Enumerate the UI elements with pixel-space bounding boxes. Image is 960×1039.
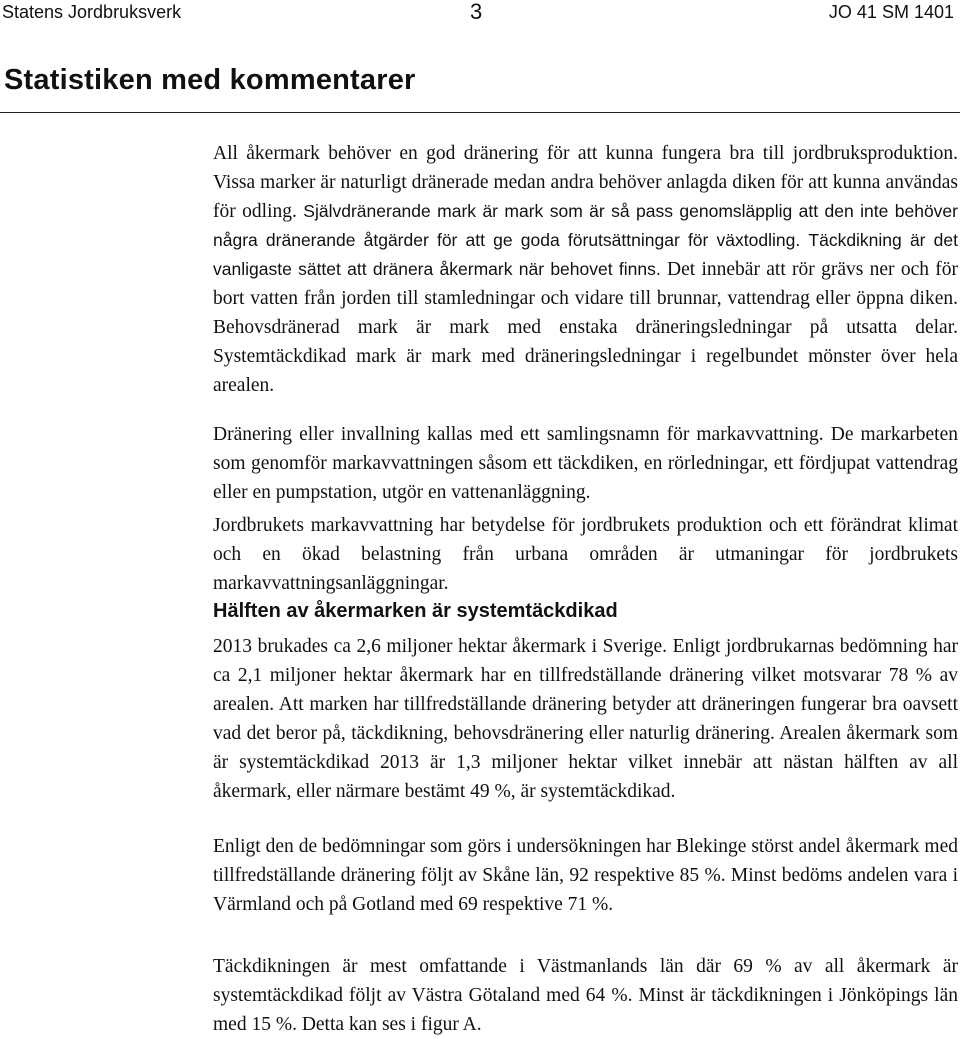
challenges-block: [213, 511, 958, 598]
section-heading: Hälften av åkermarken är systemtäckdikad: [213, 600, 618, 622]
paragraph: Jordbrukets markavvattning har betydelse för jordbrukets produktion och ett förändrat klimat och en ökad belastning från urbana områden är utmaningar för jordbrukets markavvattningsanläggningar.: [213, 515, 958, 594]
drainage-block: [213, 420, 958, 507]
title-divider: [0, 112, 960, 113]
paragraph-text: Det innebär att rör grävs ner och för bort vatten från jorden till stamledningar och vidare till brunnar, vattendrag eller öppna diken. Behovsdränerad mark är mark med enstaka dräneringsledningar på utsatta delar. Systemtäckdikad mark är mark med dräneringsledningar i regelbundet mönster över hela arealen.: [213, 259, 959, 396]
paragraph: Dränering eller invallning kallas med ett samlingsnamn för markavvattning. De markarbeten som genomför markavvattningen såsom ett täckdiken, en rörledningar, ett fördjupat vattendrag eller en pumpstation, utgör en vattenanläggning.: [213, 424, 958, 503]
paragraph: 2013 brukades ca 2,6 miljoner hektar åkermark i Sverige. Enligt jordbrukarnas bedömning har ca 2,1 miljoner hektar åkermark har en tillfredställande dränering vilket motsvarar 78 % av arealen. Att marken har tillfredställande dränering betyder att dräneringen fungerar bra oavsett vad det beror på, täckdikning, behovsdränering eller naturlig dränering. Arealen åkermark som är systemtäckdikad 2013 är 1,3 miljoner hektar vilket innebär att nästan hälften av all åkermark, eller närmare bestämt 49 %, är systemtäckdikad.: [213, 636, 958, 802]
paragraph: Täckdikningen är mest omfattande i Västmanlands län där 69 % av all åkermark är systemtäckdikad följt av Västra Götaland med 64 %. Minst är täckdikningen i Jönköpings län med 15 %. Detta kan ses i figur A.: [213, 956, 958, 1035]
section-paragraph-2: [213, 832, 958, 919]
section-paragraph-3: [213, 952, 958, 1039]
paragraph: Enligt den de bedömningar som görs i undersökningen har Blekinge störst andel åkermark med tillfredställande dränering följt av Skåne län, 92 respektive 85 %. Minst bedöms andelen vara i Värmland och på Gotland med 69 respektive 71 %.: [213, 836, 958, 915]
organization-name: Statens Jordbruksverk: [2, 2, 182, 22]
paragraph: [213, 139, 958, 400]
paragraph-text: Självdränerande mark är mark som är så pass genomsläpplig att den inte behöver några dränerande åtgärder för att ge goda förutsättningar för växtodling.: [213, 201, 958, 250]
section-paragraph-1: [213, 632, 958, 806]
page-header: [0, 0, 960, 28]
page-number: 3: [470, 0, 483, 24]
document-id: JO 41 SM 1401: [828, 2, 954, 22]
paragraph-text: All åkermark behöver en god dränering för att kunna fungera bra till jordbruksproduktion. Vissa marker är naturligt dränerade medan andra behöver anlagda diken för att kunna användas för odling.: [213, 143, 958, 222]
paragraph-text: Täckdikning är det vanligaste sättet att dränera åkermark när behovet finns.: [213, 230, 958, 279]
page-title: Statistiken med kommentarer: [4, 64, 416, 96]
intro-block: [213, 139, 958, 400]
